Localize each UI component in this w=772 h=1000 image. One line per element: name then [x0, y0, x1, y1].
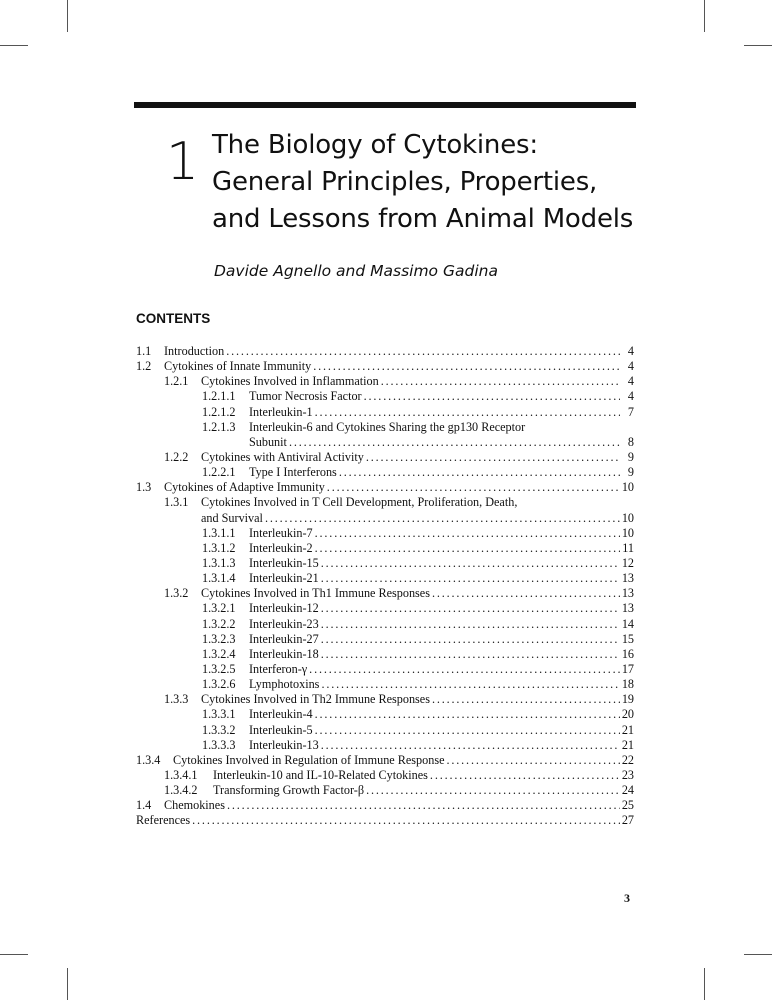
toc-leader — [265, 511, 620, 526]
toc-entry[interactable] — [136, 753, 634, 768]
toc-number: 1.2.1.2 — [202, 404, 236, 419]
toc-number: 1.3.4 — [136, 752, 161, 767]
toc-title: Interleukin-23 — [249, 616, 319, 631]
toc-entry[interactable] — [136, 601, 634, 616]
toc-page: 10 — [621, 525, 634, 540]
toc-leader — [315, 707, 620, 722]
toc-page: 10 — [621, 480, 634, 495]
toc-title: Interleukin-4 — [249, 707, 313, 722]
toc-entry[interactable] — [136, 389, 634, 404]
toc-leader — [321, 617, 620, 632]
toc-leader — [432, 692, 620, 707]
toc-page: 9 — [627, 449, 634, 464]
toc-entry[interactable] — [136, 798, 634, 813]
toc-entry[interactable] — [136, 465, 634, 480]
chapter-authors: Davide Agnello and Massimo Gadina — [214, 262, 498, 280]
toc-number: 1.3.3.1 — [202, 707, 236, 722]
toc-page: 13 — [621, 601, 634, 616]
toc-number: 1.3.2.2 — [202, 616, 236, 631]
toc-number: 1.2.1.1 — [202, 389, 236, 404]
toc-number: 1.3.2.1 — [202, 601, 236, 616]
toc-leader — [339, 465, 620, 480]
toc-leader — [315, 541, 620, 556]
toc-entry[interactable] — [136, 541, 634, 556]
crop-mark — [704, 968, 705, 1000]
toc-title: Transforming Growth Factor-β — [213, 783, 365, 798]
toc-leader — [381, 374, 620, 389]
toc-leader — [327, 480, 620, 495]
toc-entry[interactable] — [136, 768, 634, 783]
toc-entry[interactable] — [136, 374, 634, 389]
toc-leader — [315, 526, 620, 541]
chapter-rule — [134, 102, 636, 108]
toc-title: Interleukin-12 — [249, 601, 319, 616]
toc-page: 17 — [621, 661, 634, 676]
toc-page: 13 — [621, 586, 634, 601]
chapter-title-line: The Biology of Cytokines: — [212, 130, 538, 160]
toc-leader — [432, 586, 620, 601]
toc-title: Subunit — [249, 434, 287, 449]
toc-page: 7 — [627, 404, 634, 419]
toc-entry[interactable] — [136, 632, 634, 647]
toc-title: Type I Interferons — [249, 465, 337, 480]
toc-number: 1.2.1 — [164, 374, 189, 389]
toc-title: Tumor Necrosis Factor — [249, 389, 362, 404]
toc-number: 1.2.2.1 — [202, 465, 236, 480]
toc-title: Interleukin-5 — [249, 722, 313, 737]
toc-entry[interactable] — [136, 435, 634, 450]
toc-title: Cytokines with Antiviral Activity — [201, 449, 364, 464]
toc-page: 20 — [621, 707, 634, 722]
toc-title: Interleukin-1 — [249, 404, 313, 419]
toc-entry[interactable] — [136, 511, 634, 526]
toc-entry[interactable] — [136, 405, 634, 420]
toc-page: 22 — [621, 752, 634, 767]
toc-title: Interleukin-15 — [249, 555, 319, 570]
toc-entry[interactable] — [136, 677, 634, 692]
toc-title: Cytokines Involved in Th2 Immune Responses — [201, 692, 430, 707]
toc-leader — [430, 768, 620, 783]
toc-entry[interactable] — [136, 662, 634, 677]
crop-mark — [744, 954, 772, 955]
toc-leader — [321, 571, 620, 586]
toc-number: 1.2.1.3 — [202, 419, 236, 434]
toc-entry[interactable] — [136, 647, 634, 662]
toc-leader — [227, 798, 620, 813]
toc-title: Cytokines Involved in T Cell Development, Proliferation, Death, — [201, 495, 518, 510]
crop-mark — [67, 0, 68, 32]
toc-title: Chemokines — [164, 798, 225, 813]
toc-title: References — [136, 813, 191, 828]
toc-leader — [321, 738, 620, 753]
crop-mark — [67, 968, 68, 1000]
toc-title: Interleukin-6 and Cytokines Sharing the gp130 Receptor — [249, 419, 526, 434]
toc-page: 4 — [627, 359, 634, 374]
toc-leader — [226, 344, 620, 359]
chapter-title — [212, 127, 652, 238]
toc-number: 1.3.1.2 — [202, 540, 236, 555]
toc-page: 21 — [621, 722, 634, 737]
toc-page: 12 — [621, 555, 634, 570]
toc-leader — [321, 556, 620, 571]
chapter-title-line: General Principles, Properties, — [212, 167, 598, 197]
toc-page: 25 — [621, 798, 634, 813]
toc-page: 15 — [621, 631, 634, 646]
toc-entry[interactable] — [136, 344, 634, 359]
toc-title: Cytokines of Adaptive Immunity — [164, 480, 325, 495]
toc-entry[interactable] — [136, 617, 634, 632]
toc-page: 4 — [627, 374, 634, 389]
toc-title: Cytokines Involved in Regulation of Immune Response — [173, 752, 445, 767]
toc-page: 11 — [622, 540, 634, 555]
page-number: 3 — [624, 891, 630, 905]
toc-page: 23 — [621, 767, 634, 782]
toc-leader — [366, 450, 620, 465]
toc-number: 1.3.1 — [164, 495, 189, 510]
toc-entry[interactable] — [136, 707, 634, 722]
toc-title: Lymphotoxins — [249, 677, 320, 692]
toc-page: 13 — [621, 571, 634, 586]
crop-mark — [704, 0, 705, 32]
toc-page: 21 — [621, 737, 634, 752]
table-of-contents — [136, 344, 634, 829]
toc-title: Cytokines Involved in Th1 Immune Responses — [201, 586, 430, 601]
toc-entry[interactable] — [136, 571, 634, 586]
toc-leader — [364, 389, 620, 404]
toc-entry[interactable] — [136, 783, 634, 798]
toc-leader — [321, 677, 619, 692]
toc-page: 19 — [621, 692, 634, 707]
toc-leader — [315, 405, 620, 420]
toc-title: Introduction — [164, 344, 225, 358]
toc-leader — [321, 632, 620, 647]
toc-entry[interactable] — [136, 692, 634, 707]
toc-entry[interactable] — [136, 420, 634, 435]
crop-mark — [744, 45, 772, 46]
toc-page: 10 — [621, 510, 634, 525]
toc-page: 8 — [627, 434, 634, 449]
toc-title: Cytokines of Innate Immunity — [164, 359, 312, 374]
toc-page: 9 — [627, 465, 634, 480]
toc-title: Interleukin-21 — [249, 571, 319, 586]
toc-title: Interleukin-18 — [249, 646, 319, 661]
toc-number: 1.3.3.2 — [202, 722, 236, 737]
chapter-title-line: and Lessons from Animal Models — [212, 204, 634, 234]
toc-entry[interactable] — [136, 813, 634, 828]
crop-mark — [0, 45, 28, 46]
toc-leader — [321, 647, 620, 662]
toc-page: 18 — [621, 677, 634, 692]
toc-title: Interleukin-2 — [249, 540, 313, 555]
toc-leader — [289, 435, 620, 450]
toc-number: 1.3.2.3 — [202, 631, 236, 646]
toc-leader — [313, 359, 620, 374]
contents-heading: CONTENTS — [136, 311, 211, 326]
toc-page: 4 — [627, 344, 634, 358]
toc-number: 1.3.1.1 — [202, 525, 236, 540]
toc-number: 1.3.2.5 — [202, 661, 236, 676]
toc-number: 1.3.4.1 — [164, 767, 198, 782]
toc-leader — [446, 753, 619, 768]
toc-entry[interactable] — [136, 450, 634, 465]
toc-number: 1.3.1.3 — [202, 555, 236, 570]
chapter-number: 1 — [166, 132, 200, 192]
toc-number: 1.4 — [136, 798, 152, 813]
toc-number: 1.3.2 — [164, 586, 189, 601]
toc-number: 1.2 — [136, 359, 152, 374]
toc-leader — [321, 601, 620, 616]
toc-page: 27 — [621, 813, 634, 828]
toc-leader — [366, 783, 620, 798]
toc-leader — [192, 813, 620, 828]
toc-entry[interactable] — [136, 480, 634, 495]
toc-entry[interactable] — [136, 738, 634, 753]
toc-leader — [315, 723, 620, 738]
toc-title: and Survival — [201, 510, 263, 525]
toc-number: 1.1 — [136, 344, 152, 358]
toc-page: 16 — [621, 646, 634, 661]
toc-page: 14 — [621, 616, 634, 631]
toc-leader — [309, 662, 620, 677]
toc-number: 1.3.4.2 — [164, 783, 198, 798]
toc-title: Interferon-γ — [249, 661, 308, 676]
toc-number: 1.3.2.6 — [202, 677, 236, 692]
toc-title: Interleukin-10 and IL-10-Related Cytokines — [213, 767, 428, 782]
toc-title: Interleukin-7 — [249, 525, 313, 540]
toc-page: 4 — [627, 389, 634, 404]
toc-title: Interleukin-27 — [249, 631, 319, 646]
toc-page: 24 — [621, 783, 634, 798]
toc-number: 1.3.2.4 — [202, 646, 236, 661]
toc-number: 1.3.3 — [164, 692, 189, 707]
toc-number: 1.3 — [136, 480, 152, 495]
toc-entry[interactable] — [136, 723, 634, 738]
toc-number: 1.3.3.3 — [202, 737, 236, 752]
toc-entry[interactable] — [136, 359, 634, 374]
toc-entry[interactable] — [136, 586, 634, 601]
toc-number: 1.3.1.4 — [202, 571, 236, 586]
toc-number: 1.2.2 — [164, 449, 189, 464]
toc-title: Cytokines Involved in Inflammation — [201, 374, 379, 389]
toc-entry[interactable] — [136, 556, 634, 571]
toc-entry[interactable] — [136, 495, 634, 510]
toc-entry[interactable] — [136, 526, 634, 541]
toc-title: Interleukin-13 — [249, 737, 319, 752]
crop-mark — [0, 954, 28, 955]
